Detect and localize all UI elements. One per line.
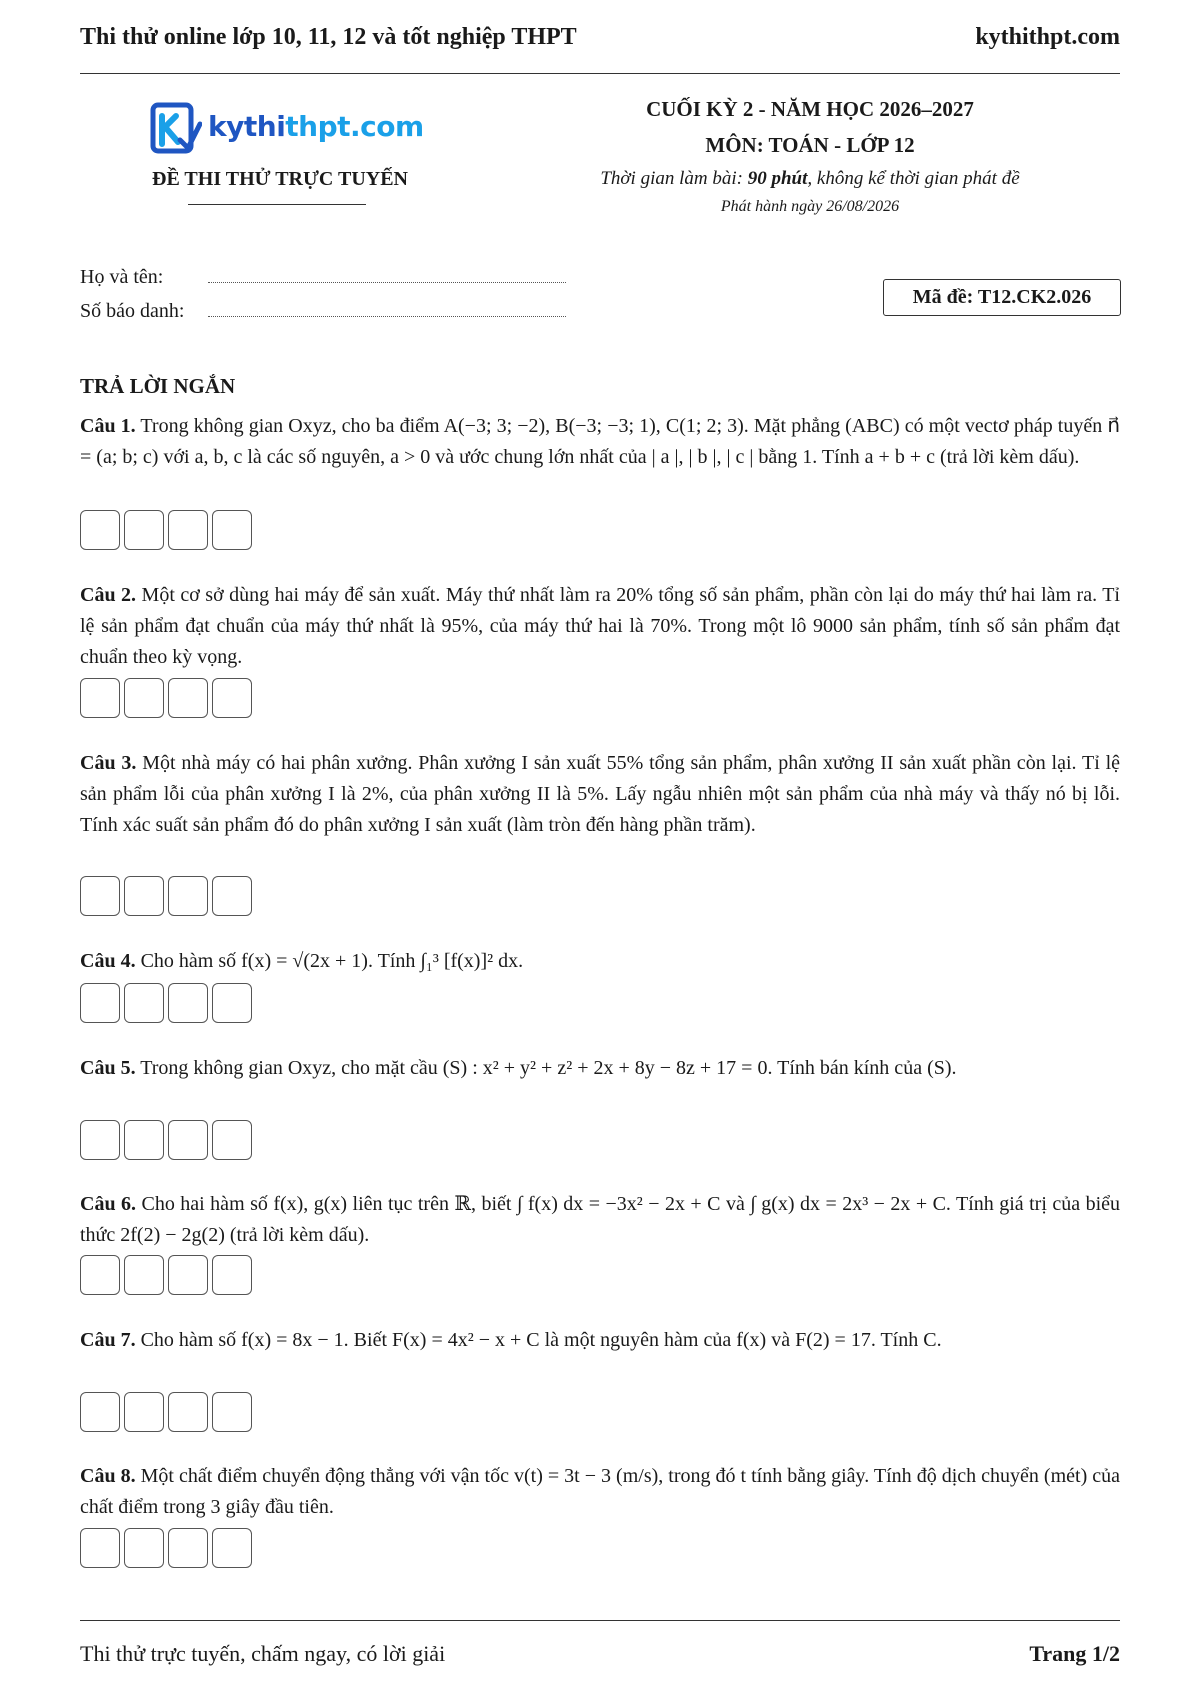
subtitle-underline (188, 204, 366, 205)
answer-boxes-1[interactable] (80, 510, 252, 550)
exam-code-badge: Mã đề: T12.CK2.026 (883, 279, 1121, 316)
logo-icon (150, 102, 202, 156)
answer-box[interactable] (124, 1392, 164, 1432)
page-header (80, 20, 1120, 60)
footer-tagline: Thi thử trực tuyến, chấm ngay, có lời giải (80, 1641, 446, 1666)
answer-box[interactable] (80, 1392, 120, 1432)
exam-type-subtitle: ĐỀ THI THỬ TRỰC TUYẾN (152, 168, 408, 190)
section-title: TRẢ LỜI NGẮN (80, 374, 236, 398)
answer-boxes-5[interactable] (80, 1120, 252, 1160)
answer-box[interactable] (168, 1528, 208, 1568)
question-8: Câu 8. Một chất điểm chuyển động thẳng với vận tốc v(t) = 3t − 3 (m/s), trong đó t tính bằng giây. Tính độ dịch chuyển (mét) của chất điểm trong 3 giây đầu tiên. (80, 1465, 1121, 1518)
name-label: Họ và tên: (80, 266, 164, 288)
exam-term: CUỐI KỲ 2 - NĂM HỌC 2026–2027 (646, 97, 974, 121)
answer-box[interactable] (212, 876, 252, 916)
answer-boxes-8[interactable] (80, 1528, 252, 1568)
answer-box[interactable] (212, 983, 252, 1023)
name-field[interactable] (80, 266, 580, 294)
answer-box[interactable] (124, 983, 164, 1023)
answer-boxes-3[interactable] (80, 876, 252, 916)
answer-boxes-4[interactable] (80, 983, 252, 1023)
page-number: Trang 1/2 (1029, 1641, 1120, 1666)
answer-box[interactable] (212, 1120, 252, 1160)
answer-box[interactable] (80, 876, 120, 916)
logo-wordmark: kythithpt.com (208, 110, 424, 143)
name-dotted-line (208, 282, 566, 283)
answer-box[interactable] (212, 678, 252, 718)
question-5: Câu 5. Trong không gian Oxyz, cho mặt cầu (S) : x² + y² + z² + 2x + 8y − 8z + 17 = 0. Tính bán kính của (S). (80, 1057, 957, 1079)
answer-boxes-7[interactable] (80, 1392, 252, 1432)
answer-box[interactable] (168, 678, 208, 718)
answer-box[interactable] (212, 1255, 252, 1295)
answer-box[interactable] (212, 1528, 252, 1568)
question-7: Câu 7. Cho hàm số f(x) = 8x − 1. Biết F(x) = 4x² − x + C là một nguyên hàm của f(x) và F(2) = 17. Tính C. (80, 1329, 942, 1351)
answer-boxes-2[interactable] (80, 678, 252, 718)
header-left-text: Thi thử online lớp 10, 11, 12 và tốt nghiệp THPT (80, 24, 577, 50)
footer-divider (80, 1620, 1120, 1621)
answer-box[interactable] (80, 1255, 120, 1295)
exam-subject: MÔN: TOÁN - LỚP 12 (705, 133, 915, 157)
answer-box[interactable] (168, 983, 208, 1023)
answer-box[interactable] (80, 1528, 120, 1568)
answer-box[interactable] (124, 1120, 164, 1160)
answer-boxes-6[interactable] (80, 1255, 252, 1295)
exam-release-date: Phát hành ngày 26/08/2026 (720, 198, 900, 215)
exam-time: Thời gian làm bài: 90 phút, không kể thời gian phát đề (600, 168, 1020, 189)
header-site-link[interactable]: kythithpt.com (975, 24, 1120, 50)
question-6: Câu 6. Cho hai hàm số f(x), g(x) liên tục trên ℝ, biết ∫ f(x) dx = −3x² − 2x + C và ∫ g(x) dx = 2x³ − 2x + C. Tính giá trị của biểu thức 2f(2) − 2g(2) (trả lời kèm dấu). (80, 1193, 1120, 1246)
id-label: Số báo danh: (80, 300, 185, 322)
answer-box[interactable] (124, 1255, 164, 1295)
question-4: Câu 4. Cho hàm số f(x) = √(2x + 1). Tính ∫₁³ [f(x)]² dx. (80, 950, 524, 972)
answer-box[interactable] (168, 1392, 208, 1432)
answer-box[interactable] (168, 876, 208, 916)
site-logo (150, 100, 424, 158)
question-3: Câu 3. Một nhà máy có hai phân xưởng. Phân xưởng I sản xuất 55% tổng sản phẩm, phân xưởng II sản xuất phần còn lại. Tỉ lệ sản phẩm lỗi của phân xưởng I là 2%, của phân xưởng II là 5%. Lấy ngẫu nhiên một sản phẩm của nhà máy và thấy nó bị lỗi. Tính xác suất sản phẩm đó do phân xưởng I sản xuất (làm tròn đến hàng phần trăm). (80, 752, 1121, 836)
answer-box[interactable] (212, 1392, 252, 1432)
answer-box[interactable] (80, 510, 120, 550)
answer-box[interactable] (124, 678, 164, 718)
answer-box[interactable] (124, 510, 164, 550)
exam-heading (540, 96, 1080, 216)
answer-box[interactable] (168, 1255, 208, 1295)
answer-box[interactable] (80, 1120, 120, 1160)
answer-box[interactable] (80, 678, 120, 718)
question-1: Câu 1. Trong không gian Oxyz, cho ba điểm A(−3; 3; −2), B(−3; −3; 1), C(1; 2; 3). Mặt phẳng (ABC) có một vectơ pháp tuyến n⃗ = (a; b; c) với a, b, c là các số nguyên, a > 0 và ước chung lớn nhất của | a |, | b |, | c | bằng 1. Tính a + b + c (trả lời kèm dấu). (80, 415, 1120, 468)
answer-box[interactable] (168, 1120, 208, 1160)
answer-box[interactable] (168, 510, 208, 550)
answer-box[interactable] (124, 876, 164, 916)
answer-box[interactable] (212, 510, 252, 550)
id-dotted-line (208, 316, 566, 317)
header-divider (80, 73, 1120, 74)
question-2: Câu 2. Một cơ sở dùng hai máy để sản xuất. Máy thứ nhất làm ra 20% tổng số sản phẩm, phần còn lại do máy thứ hai làm ra. Tỉ lệ sản phẩm đạt chuẩn của máy thứ nhất là 95%, của máy thứ hai là 70%. Trong một lô 9000 sản phẩm, tính số sản phẩm đạt chuẩn theo kỳ vọng. (80, 584, 1120, 668)
answer-box[interactable] (80, 983, 120, 1023)
answer-box[interactable] (124, 1528, 164, 1568)
id-field[interactable] (80, 300, 580, 328)
